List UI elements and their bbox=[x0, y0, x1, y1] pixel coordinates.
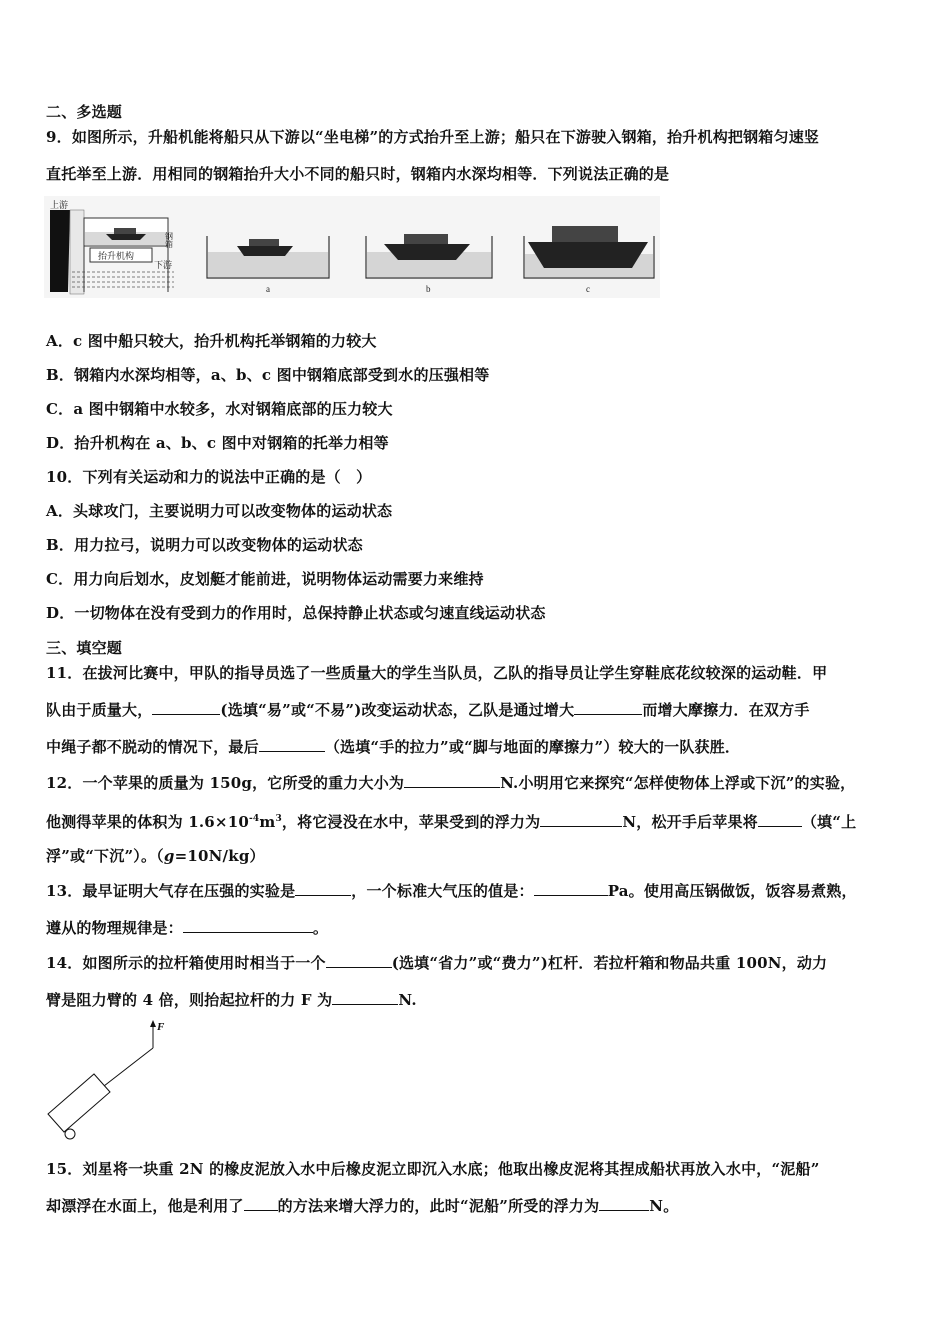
q13-blank-3[interactable] bbox=[183, 918, 313, 933]
q11-blank-3[interactable] bbox=[259, 737, 325, 752]
q11-line2: 队由于质量大， (选填“易”或“不易”)改变运动状态，乙队是通过增大 而增大摩擦力．在双方手 bbox=[46, 701, 810, 719]
sub-label-c: c bbox=[586, 284, 590, 294]
wheel bbox=[65, 1129, 75, 1139]
q12-blank-2[interactable] bbox=[540, 812, 622, 827]
downstream-label: 下游 bbox=[154, 260, 173, 270]
steel-box-label: 钢箱 bbox=[164, 232, 174, 248]
q11-line1: 11．在拔河比赛中，甲队的指导员选了一些质量大的学生当队员，乙队的指导员让学生穿鞋底花纹较深的运动鞋．甲 bbox=[46, 664, 828, 682]
q9-option-c: C．a 图中钢箱中水较多，水对钢箱底部的压力较大 bbox=[46, 400, 393, 418]
q10-stem: 10．下列有关运动和力的说法中正确的是（ ） bbox=[46, 468, 372, 486]
q11-line3: 中绳子都不脱动的情况下，最后 （选填“手的拉力”或“脚与地面的摩擦力”）较大的一队获胜． bbox=[46, 738, 741, 756]
lift-mechanism-label: 抬升机构 bbox=[98, 251, 135, 261]
q15-line2: 却漂浮在水面上，他是利用了 的方法来增大浮力的，此时“泥船”所受的浮力为 N。 bbox=[46, 1197, 679, 1215]
q14-trolley-case-figure bbox=[40, 1018, 180, 1146]
q10-option-c: C．用力向后划水，皮划艇才能前进，说明物体运动需要力来维持 bbox=[46, 570, 484, 588]
case-body bbox=[48, 1074, 110, 1132]
dam-wall bbox=[50, 210, 70, 292]
q9-option-b: B．钢箱内水深均相等，a、b、c 图中钢箱底部受到水的压强相等 bbox=[46, 366, 490, 384]
q9-option-a: A．c 图中船只较大，抬升机构托举钢箱的力较大 bbox=[46, 332, 377, 350]
q15-blank-2[interactable] bbox=[599, 1196, 649, 1211]
q12-blank-3[interactable] bbox=[758, 812, 802, 827]
force-arrow-head bbox=[150, 1020, 156, 1027]
q13-line2: 遵从的物理规律是： 。 bbox=[46, 919, 329, 937]
q13-blank-2[interactable] bbox=[534, 881, 608, 896]
force-label: F bbox=[157, 1021, 165, 1033]
ship-small-1 bbox=[106, 234, 146, 240]
q9-stem-line2: 直托举至上游．用相同的钢箱抬升大小不同的船只时，钢箱内水深均相等．下列说法正确的是 bbox=[46, 165, 670, 183]
section-title-fill-blank: 三、填空题 bbox=[46, 639, 123, 657]
upstream-water bbox=[70, 210, 84, 294]
q14-line1: 14．如图所示的拉杆箱使用时相当于一个 (选填“省力”或“费力”)杠杆．若拉杆箱和物品共重 100N，动力 bbox=[46, 954, 828, 972]
q9-stem-line1: 9．如图所示，升船机能将船只从下游以“坐电梯”的方式抬升至上游；船只在下游驶入钢箱，抬升机构把钢箱匀速竖 bbox=[46, 128, 820, 146]
q14-blank-2[interactable] bbox=[332, 990, 398, 1005]
q11-blank-2[interactable] bbox=[574, 700, 642, 715]
upstream-label: 上游 bbox=[50, 200, 69, 210]
q15-line1: 15．刘星将一块重 2N 的橡皮泥放入水中后橡皮泥立即沉入水底；他取出橡皮泥将其捏成船状再放入水中，“泥船” bbox=[46, 1160, 820, 1178]
q12-line2: 他测得苹果的体积为 $1.6\times 10^{-4}m^3$，将它浸没在水中，苹果受到的浮力为 N，松开手后苹果将 （填“上 bbox=[46, 813, 857, 831]
q9-ship-lift-figure bbox=[44, 196, 660, 298]
q10-option-d: D．一切物体在没有受到力的作用时，总保持静止状态或匀速直线运动状态 bbox=[46, 604, 546, 622]
q12-line3: 浮”或“下沉”）。（g=10N/kg） bbox=[46, 847, 265, 865]
q10-option-a: A．头球攻门，主要说明力可以改变物体的运动状态 bbox=[46, 502, 393, 520]
q13-line1: 13．最早证明大气存在压强的实验是 ，一个标准大气压的值是： Pa。使用高压锅做饭，饭容易煮熟， bbox=[46, 882, 857, 900]
q9-option-d: D．抬升机构在 a、b、c 图中对钢箱的托举力相等 bbox=[46, 434, 389, 452]
sub-label-a: a bbox=[266, 284, 270, 294]
q10-option-b: B．用力拉弓，说明力可以改变物体的运动状态 bbox=[46, 536, 363, 554]
sub-label-b: b bbox=[426, 284, 431, 294]
q15-blank-1[interactable] bbox=[244, 1196, 278, 1211]
q12-blank-1[interactable] bbox=[404, 773, 500, 788]
q14-blank-1[interactable] bbox=[326, 953, 392, 968]
q12-line1: 12．一个苹果的质量为 150g，它所受的重力大小为 N.小明用它来探究“怎样使物体上浮或下沉”的实验， bbox=[46, 774, 856, 792]
q11-blank-1[interactable] bbox=[152, 700, 220, 715]
pull-rod bbox=[104, 1048, 153, 1086]
q13-blank-1[interactable] bbox=[295, 881, 351, 896]
section-title-multiple-choice: 二、多选题 bbox=[46, 103, 123, 121]
q14-line2: 臂是阻力臂的 4 倍，则抬起拉杆的力 F 为 N. bbox=[46, 991, 417, 1009]
